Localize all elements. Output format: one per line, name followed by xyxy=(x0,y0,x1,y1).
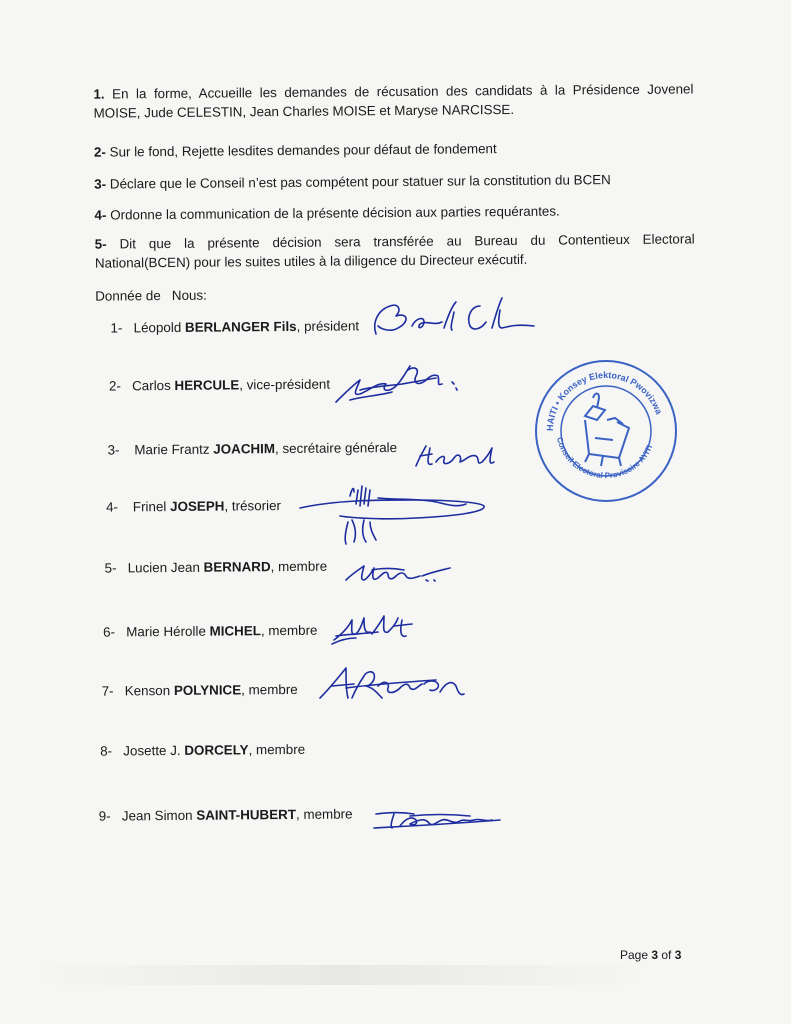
member-first-name: Carlos xyxy=(132,377,171,394)
decision-2 xyxy=(94,137,694,161)
stamp-bottom-text: Conseil Electoral Provisoire AYITI xyxy=(554,436,655,481)
member-role: , membre xyxy=(270,558,328,575)
signature-bernard xyxy=(342,558,454,588)
page-prefix: Page xyxy=(620,948,652,962)
member-first-name: Léopold xyxy=(133,319,182,336)
decision-1-line1 xyxy=(93,79,693,103)
member-first-name: Jean Simon xyxy=(121,807,193,824)
member-last-name: MICHEL xyxy=(209,623,261,639)
ballot-box-icon xyxy=(585,394,629,467)
member-last-name: JOSEPH xyxy=(170,498,225,515)
member-role: , membre xyxy=(295,806,353,822)
member-number: 8- xyxy=(100,743,113,759)
member-last-name: DORCELY xyxy=(184,742,249,758)
page-number xyxy=(620,948,681,962)
signature-polynice xyxy=(316,662,468,710)
member-4 xyxy=(106,498,281,515)
member-number: 1- xyxy=(110,320,123,336)
member-role: , vice-président xyxy=(239,376,331,393)
decision-5-number: 5- xyxy=(94,236,107,252)
stamp-top-text: HAITI • Konsey Elektoral Pwovizwa xyxy=(544,369,665,432)
signature-berlanger xyxy=(368,292,538,344)
scan-smudge xyxy=(30,965,650,985)
member-last-name: SAINT-HUBERT xyxy=(196,806,297,823)
member-first-name: Frinel xyxy=(132,499,167,515)
member-number: 2- xyxy=(108,378,121,394)
member-number: 5- xyxy=(104,560,117,576)
current-page: 3 xyxy=(651,948,659,962)
page-separator: of xyxy=(658,948,675,962)
total-pages: 3 xyxy=(674,948,682,962)
member-last-name: BERLANGER Fils xyxy=(184,318,297,335)
member-first-name: Josette J. xyxy=(123,742,181,759)
member-2 xyxy=(109,377,330,394)
decision-4-text: Ordonne la communication de la présente décision aux parties requérantes. xyxy=(110,203,560,223)
member-role: , secrétaire générale xyxy=(274,440,398,457)
decision-2-text: Sur le fond, Rejette lesdites demandes pour défaut de fondement xyxy=(109,141,497,160)
member-number: 4- xyxy=(105,499,119,515)
signature-joseph xyxy=(296,482,488,548)
member-last-name: HERCULE xyxy=(174,377,240,393)
decision-2-number: 2- xyxy=(93,144,106,160)
decision-1-number: 1. xyxy=(93,86,105,102)
decision-1 xyxy=(93,79,693,122)
member-9 xyxy=(99,806,353,823)
member-number: 3- xyxy=(107,442,120,458)
member-1 xyxy=(110,318,359,335)
member-number: 7- xyxy=(101,683,114,699)
member-first-name: Kenson xyxy=(124,683,171,699)
member-7 xyxy=(102,682,298,699)
signature-hercule xyxy=(330,356,466,412)
member-last-name: POLYNICE xyxy=(173,682,242,698)
member-first-name: Marie Frantz xyxy=(134,441,210,458)
member-number: 6- xyxy=(103,624,116,640)
decision-4 xyxy=(94,200,694,224)
member-first-name: Marie Hérolle xyxy=(126,623,206,640)
decision-5 xyxy=(95,229,695,272)
decision-3-text: Déclare que le Conseil n’est pas compétent pour statuer sur la constitution du BCEN xyxy=(109,172,611,192)
member-role: , membre xyxy=(241,681,298,698)
member-3 xyxy=(107,440,397,458)
member-role: , membre xyxy=(248,741,306,758)
signature-michel xyxy=(328,610,424,650)
signature-joachim xyxy=(410,438,500,476)
member-first-name: Lucien Jean xyxy=(127,559,200,576)
decision-3-number: 3- xyxy=(94,176,107,192)
member-role: , trésorier xyxy=(224,498,282,514)
member-last-name: BERNARD xyxy=(203,559,271,575)
member-6 xyxy=(103,623,317,640)
decision-1-text-line2: MOISE, Jude CELESTIN, Jean Charles MOISE et Maryse NARCISSE. xyxy=(93,101,515,121)
member-role: , membre xyxy=(260,622,318,639)
decision-3 xyxy=(94,169,694,193)
decision-1-text: En la forme, Accueille les demandes de récusation des candidats à la Présidence Jovenel xyxy=(112,81,694,102)
given-by-label: Donnée de Nous: xyxy=(95,287,207,304)
decision-5-text: Dit que la présente décision sera transférée au Bureau du Contentieux Electoral xyxy=(119,231,695,252)
member-5 xyxy=(105,559,328,576)
member-number: 9- xyxy=(98,808,111,824)
signature-saint-hubert xyxy=(370,806,506,834)
decision-5-line1 xyxy=(95,229,695,253)
electoral-council-stamp xyxy=(533,358,679,504)
member-role: , président xyxy=(296,318,360,334)
member-8 xyxy=(100,742,305,759)
decision-5-text-line2: National(BCEN) pour les suites utiles à la diligence du Directeur exécutif. xyxy=(94,251,528,271)
member-last-name: JOACHIM xyxy=(213,441,276,457)
decision-4-number: 4- xyxy=(94,207,107,223)
